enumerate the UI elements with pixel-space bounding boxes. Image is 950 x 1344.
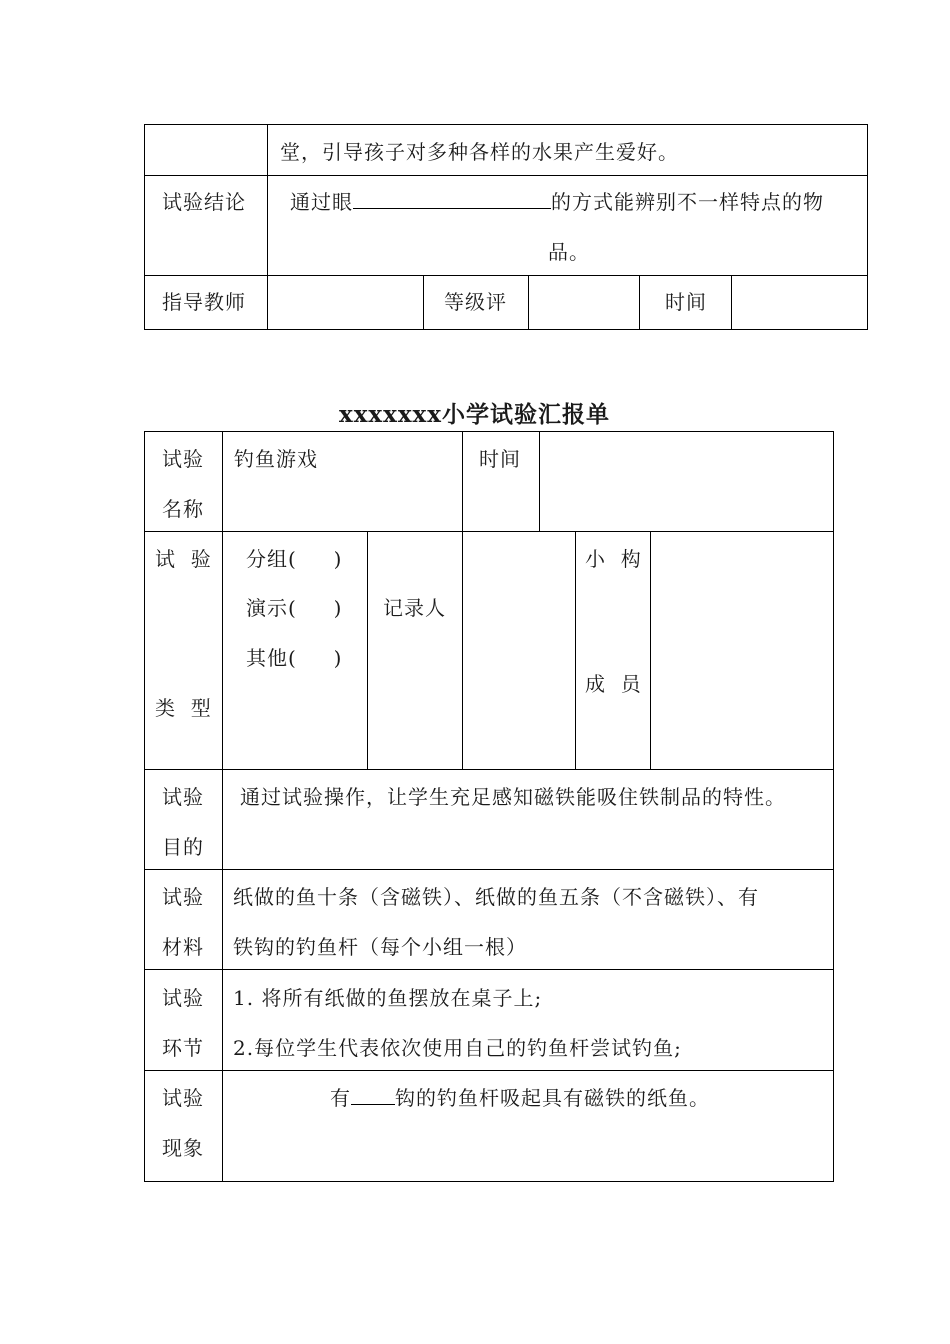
step-2: 2.每位学生代表依次使用自己的钓鱼杆尝试钓鱼; — [233, 1036, 682, 1060]
conclusion-prefix: 通过眼 — [290, 190, 353, 214]
steps-label-2: 环节 — [162, 1036, 204, 1060]
conclusion-line2: 品。 — [548, 240, 590, 264]
phenomenon-prefix: 有 — [330, 1086, 351, 1110]
name-label-1: 试验 — [162, 447, 204, 471]
type-label-2: 类 型 — [155, 696, 212, 720]
grade-label: 等级评 — [444, 290, 507, 314]
recorder-label: 记录人 — [383, 596, 446, 620]
purpose-label-2: 目的 — [162, 835, 204, 859]
members-label-1: 小 构 — [585, 547, 642, 571]
table1-time-label: 时间 — [665, 290, 707, 314]
step-1: 1. 将所有纸做的鱼摆放在桌子上; — [233, 986, 543, 1010]
purpose-label-1: 试验 — [162, 785, 204, 809]
teacher-label: 指导教师 — [162, 290, 246, 314]
type-label-1: 试 验 — [155, 547, 212, 571]
name-label-2: 名称 — [162, 497, 204, 521]
phenomenon-label-1: 试验 — [162, 1086, 204, 1110]
name-value: 钓鱼游戏 — [234, 447, 318, 471]
members-label-2: 成 员 — [585, 672, 642, 696]
phenomenon-label-2: 现象 — [162, 1136, 204, 1160]
phenomenon-text — [330, 1086, 710, 1110]
materials-label-2: 材料 — [162, 935, 204, 959]
report-title: xxxxxxx小学试验汇报单 — [339, 401, 610, 428]
conclusion-text — [290, 190, 824, 214]
conclusion-suffix: 的方式能辨别不一样特点的物 — [551, 190, 824, 214]
materials-line-1: 纸做的鱼十条（含磁铁）、纸做的鱼五条（不含磁铁）、有 — [233, 885, 759, 909]
phenomenon-suffix: 钩的钓鱼杆吸起具有磁铁的纸鱼。 — [395, 1086, 710, 1110]
conclusion-blank — [353, 190, 551, 209]
type-option-group: 分组( ) — [246, 547, 343, 571]
type-option-other: 其他( ) — [246, 646, 343, 670]
table1-row1-text: 堂，引导孩子对多种各样的水果产生爱好。 — [280, 140, 679, 164]
phenomenon-blank — [351, 1086, 395, 1105]
materials-line-2: 铁钩的钓鱼杆（每个小组一根） — [233, 935, 527, 959]
purpose-text: 通过试验操作，让学生充足感知磁铁能吸住铁制品的特性。 — [240, 785, 786, 809]
steps-label-1: 试验 — [162, 986, 204, 1010]
conclusion-label: 试验结论 — [162, 190, 246, 214]
table2-time-label: 时间 — [479, 447, 521, 471]
type-option-demo: 演示( ) — [246, 596, 343, 620]
materials-label-1: 试验 — [162, 885, 204, 909]
